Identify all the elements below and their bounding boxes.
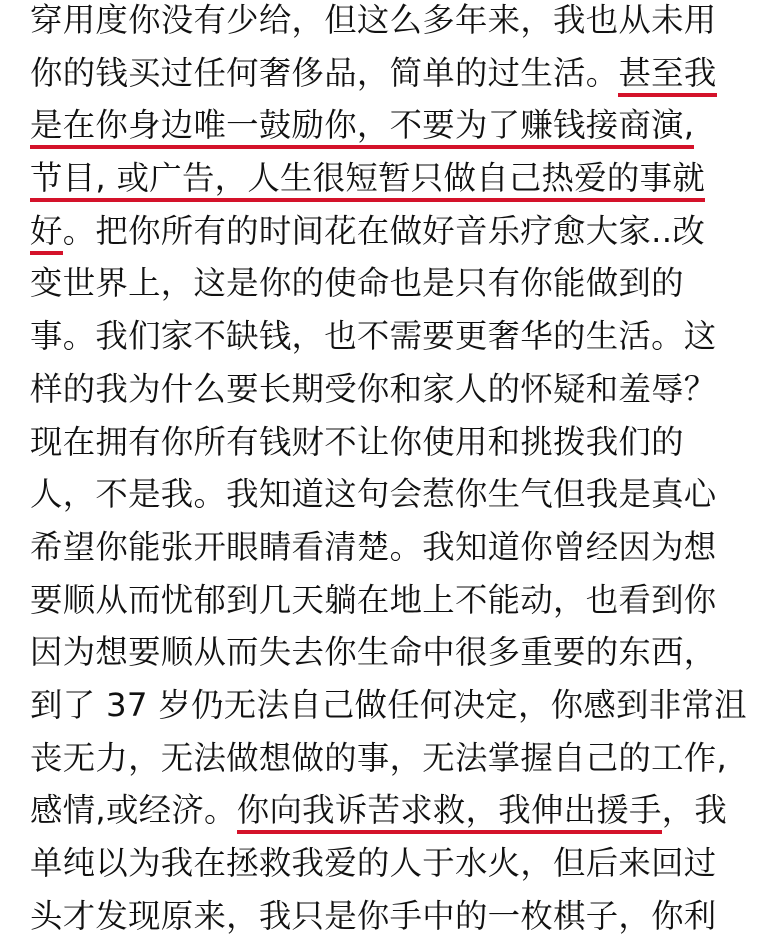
text-line [30, 365, 750, 418]
text-segment: 你的钱买过任何奢侈品，简单的过生活。 [30, 53, 619, 92]
text-segment: 变世界上，这是你的使命也是只有你能做到的 [30, 264, 684, 303]
text-segment: 头才发现原来，我只是你手中的一枚棋子，你利 [30, 896, 717, 935]
text-segment: 。把你所有的时间花在做好音乐疗愈大家..改 [62, 211, 706, 250]
text-line [30, 576, 750, 629]
text-segment: 穿用度你没有少给，但这么多年来，我也从未用 [30, 1, 717, 39]
text-line [30, 628, 750, 681]
text-segment: 希望你能张开眼睛看清楚。我知道你曾经因为想 [30, 527, 717, 566]
text-segment: 要顺从而忧郁到几天躺在地上不能动，也看到你 [30, 580, 717, 619]
text-line [30, 418, 750, 471]
text-line [30, 681, 750, 734]
text-line [30, 839, 750, 892]
text-line [30, 470, 750, 523]
text-line [30, 523, 750, 576]
text-segment: 感情,或经济。 [30, 791, 237, 830]
underlined-text-segment: 好 [30, 212, 63, 255]
text-line [30, 786, 750, 839]
text-segment: 丧无力，无法做想做的事，无法掌握自己的工作, [30, 738, 728, 777]
text-segment: 现在拥有你所有钱财不让你使用和挑拨我们的 [30, 422, 684, 461]
text-segment: 样的我为什么要长期受你和家人的怀疑和羞辱？ [30, 369, 717, 408]
text-segment: 到了 37 岁仍无法自己做任何决定，你感到非常沮 [30, 685, 747, 724]
text-line [30, 154, 750, 207]
text-line [30, 207, 750, 260]
text-line [30, 312, 750, 365]
text-segment: ，我 [661, 791, 728, 830]
text-line [30, 0, 750, 49]
underlined-text-segment: 是在你身边唯一鼓励你，不要为了赚钱接商演, [30, 106, 694, 149]
text-segment: 人，不是我。我知道这句会惹你生气但我是真心 [30, 475, 717, 514]
text-line [30, 49, 750, 102]
underlined-text-segment: 你向我诉苦求救，我伸出援手 [237, 791, 662, 834]
text-line [30, 259, 750, 312]
text-segment: 事。我们家不缺钱，也不需要更奢华的生活。这 [30, 317, 717, 356]
document-body [30, 0, 750, 944]
text-line [30, 101, 750, 154]
underlined-text-segment: 节目, 或广告，人生很短暂只做自己热爱的事就 [30, 159, 705, 202]
text-segment: 单纯以为我在拯救我爱的人于水火，但后来回过 [30, 844, 717, 882]
text-line [30, 892, 750, 944]
text-line [30, 734, 750, 787]
text-segment: 因为想要顺从而失去你生命中很多重要的东西， [30, 633, 717, 672]
underlined-text-segment: 甚至我 [618, 54, 716, 97]
